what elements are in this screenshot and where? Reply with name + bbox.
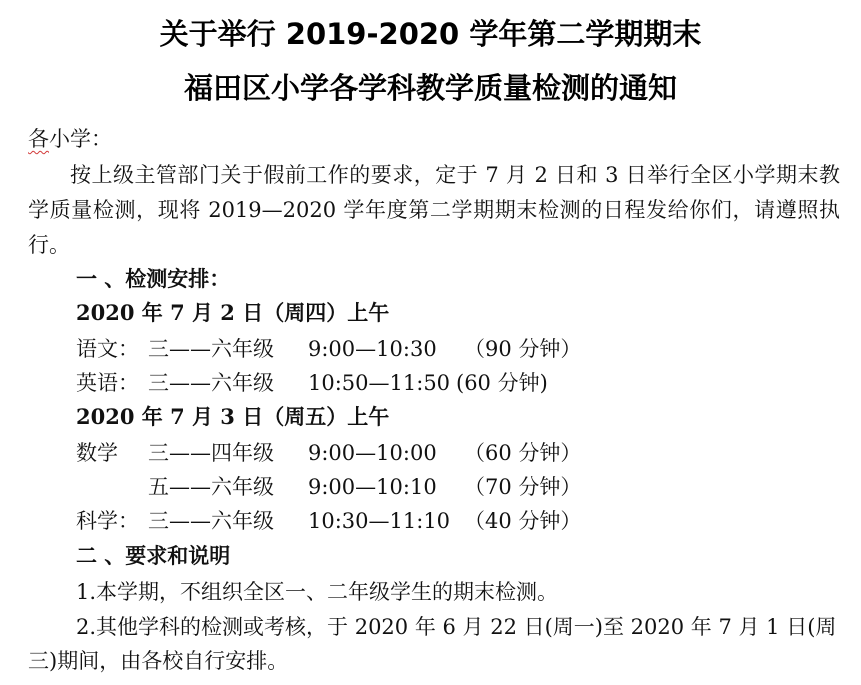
greeting-rest: 小学：: [49, 127, 112, 151]
duration: （60 分钟）: [464, 441, 582, 465]
subject: 英语：: [76, 371, 139, 395]
grades: 三——六年级: [148, 371, 274, 395]
schedule-row: [76, 368, 548, 398]
title-line-2: 福田区小学各学科教学质量检测的通知: [183, 71, 677, 105]
duration: （70 分钟）: [464, 475, 582, 499]
time: 10:30—11:10: [308, 509, 451, 533]
section2-heading: 二 、要求和说明: [76, 543, 231, 568]
schedule-row: [76, 506, 581, 536]
note-item-2-continued: 三)期间，由各校自行安排。: [28, 649, 289, 673]
grades: 五——六年级: [148, 475, 274, 499]
schedule-row: [76, 438, 581, 468]
duration: (60 分钟): [456, 371, 548, 395]
grades: 三——四年级: [148, 441, 274, 465]
day2-heading: 2020 年 7 月 3 日（周五）上午: [76, 404, 390, 429]
subject: 数学: [76, 441, 118, 465]
time: 10:50—11:50: [308, 371, 451, 395]
section1-heading: 一 、检测安排：: [76, 266, 231, 291]
subject: 语文：: [76, 337, 139, 361]
duration: （40 分钟）: [464, 509, 582, 533]
note-item-2: 2.其他学科的检测或考核，于 2020 年 6 月 22 日(周一)至 2020 年 7 月 1 日(周: [76, 615, 837, 639]
title-line-1: 关于举行 2019-2020 学年第二学期期末: [159, 17, 702, 51]
greeting: [28, 124, 112, 154]
subject: 科学：: [76, 509, 139, 533]
grades: 三——六年级: [148, 509, 274, 533]
grades: 三——六年级: [148, 337, 274, 361]
time: 9:00—10:30: [308, 337, 437, 361]
intro-paragraph: 按上级主管部门关于假前工作的要求，定于 7 月 2 日和 3 日举行全区小学期末教学质量检测，现将 2019—2020 学年度第二学期期末检测的日程发给你们，请遵照执行。: [28, 163, 840, 257]
time: 9:00—10:10: [308, 475, 437, 499]
time: 9:00—10:00: [308, 441, 437, 465]
schedule-row: [76, 334, 581, 364]
duration: （90 分钟）: [464, 337, 582, 361]
note-item-1: 1.本学期，不组织全区一、二年级学生的期末检测。: [76, 580, 559, 604]
schedule-row: [76, 472, 581, 502]
day1-heading: 2020 年 7 月 2 日（周四）上午: [76, 300, 390, 325]
greeting-prefix: 各: [28, 127, 49, 151]
